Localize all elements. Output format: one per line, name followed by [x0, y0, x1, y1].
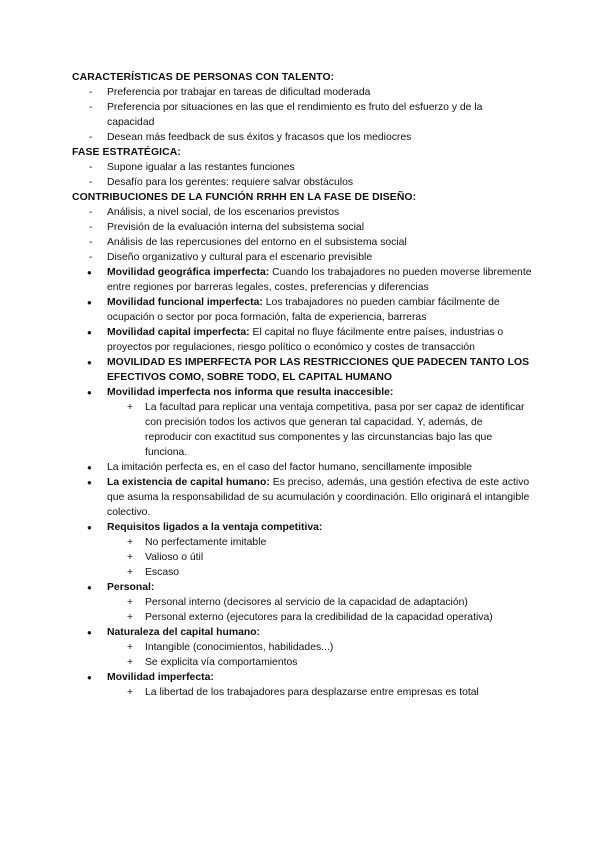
- bullet-label: La existencia de capital humano:: [107, 477, 270, 488]
- bullet-personnel: [72, 580, 532, 625]
- bullet-text: Los trabajadores no pueden cambiar fácilmente de ocupación o sector por poca formación, falta de experiencia, barreras: [107, 297, 500, 323]
- sub-list: [107, 535, 532, 580]
- bullet-label: Movilidad geográfica imperfecta:: [107, 267, 270, 278]
- list-item: - Análisis de las repercusiones del entorno en el subsistema social: [72, 235, 532, 250]
- list-item: + Intangible (conocimientos, habilidades...): [72, 640, 532, 655]
- bullet-functional-mobility: [72, 295, 532, 325]
- bullet-mobility-inaccessible: [72, 385, 532, 460]
- list-item: - Desean más feedback de sus éxitos y fracasos que los mediocres: [72, 130, 532, 145]
- list-item: - Preferencia por situaciones en las que el rendimiento es fruto del esfuerzo y de la capacidad: [72, 100, 532, 130]
- list-item: + Personal interno (decisores al servicio de la capacidad de adaptación): [72, 595, 532, 610]
- document-page: [72, 70, 532, 700]
- bullet-label: Naturaleza del capital humano:: [107, 627, 261, 638]
- sub-list: [107, 595, 532, 625]
- list-item: - Desafío para los gerentes: requiere salvar obstáculos: [72, 175, 532, 190]
- contributions-bullet-list: [72, 265, 532, 700]
- list-item: + Se explicita vía comportamientos: [72, 655, 532, 670]
- contributions-dash-list: [72, 205, 532, 265]
- sub-list: [107, 640, 532, 670]
- heading-strategic-phase: FASE ESTRATÉGICA:: [72, 147, 181, 158]
- bullet-label: MOVILIDAD ES IMPERFECTA POR LAS RESTRICCIONES QUE PADECEN TANTO LOS EFECTIVOS COMO, SOBRE TODO, EL CAPITAL HUMANO: [107, 357, 530, 383]
- bullet-geographic-mobility: [72, 265, 532, 295]
- list-item: + No perfectamente imitable: [72, 535, 532, 550]
- bullet-text: El capital no fluye fácilmente entre países, industrias o proyectos por regulaciones, riesgo político o económico y costes de transacción: [107, 327, 504, 353]
- heading-hr-contributions: CONTRIBUCIONES DE LA FUNCIÓN RRHH EN LA FASE DE DISEÑO:: [72, 192, 417, 203]
- bullet-label: Movilidad imperfecta nos informa que resulta inaccesible:: [107, 387, 394, 398]
- list-item: + La libertad de los trabajadores para desplazarse entre empresas es total: [72, 685, 532, 700]
- bullet-perfect-imitation: ● La imitación perfecta es, en el caso del factor humano, sencillamente imposible: [72, 460, 532, 475]
- bullet-human-capital-nature: [72, 625, 532, 670]
- bullet-human-capital: [72, 475, 532, 520]
- bullet-label: Personal:: [107, 582, 155, 593]
- sub-list: [107, 685, 532, 700]
- bullet-capital-mobility: [72, 325, 532, 355]
- list-item: + Personal externo (ejecutores para la credibilidad de la capacidad operativa): [72, 610, 532, 625]
- bullet-label: Movilidad imperfecta:: [107, 672, 214, 683]
- list-item: + Escaso: [72, 565, 532, 580]
- strategic-list: [72, 160, 532, 190]
- bullet-imperfect-mobility: [72, 670, 532, 700]
- talent-list: [72, 85, 532, 145]
- list-item: - Supone igualar a las restantes funciones: [72, 160, 532, 175]
- bullet-text: Cuando los trabajadores no pueden moverse libremente entre regiones por barreras legales, costes, preferencias y diferencias: [107, 267, 532, 293]
- list-item: + La facultad para replicar una ventaja competitiva, pasa por ser capaz de identificar con precisión todos los activos que generan tal capacidad. Y, además, de reproducir con exactitud sus componentes y las circunstancias bajo las que funciona.: [72, 400, 532, 460]
- bullet-competitive-requirements: [72, 520, 532, 580]
- list-item: - Diseño organizativo y cultural para el escenario previsible: [72, 250, 532, 265]
- sub-list: [107, 400, 532, 460]
- list-item: - Análisis, a nivel social, de los escenarios previstos: [72, 205, 532, 220]
- heading-talent: CARACTERÍSTICAS DE PERSONAS CON TALENTO:: [72, 72, 335, 83]
- bullet-mobility-imperfect: [72, 355, 532, 385]
- bullet-label: Requisitos ligados a la ventaja competitiva:: [107, 522, 323, 533]
- bullet-label: Movilidad funcional imperfecta:: [107, 297, 263, 308]
- bullet-text: Es preciso, además, una gestión efectiva de este activo que asuma la responsabilidad de su acumulación y coordinación. Ello originará el intangible colectivo.: [107, 477, 530, 518]
- list-item: - Preferencia por trabajar en tareas de dificultad moderada: [72, 85, 532, 100]
- bullet-label: Movilidad capital imperfecta:: [107, 327, 250, 338]
- list-item: - Previsión de la evaluación interna del subsistema social: [72, 220, 532, 235]
- list-item: + Valioso o útil: [72, 550, 532, 565]
